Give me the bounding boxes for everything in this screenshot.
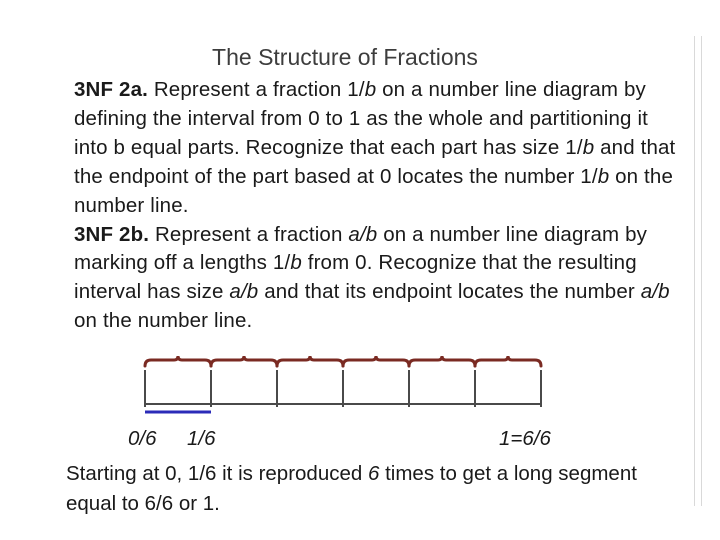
standard-a-text: on the number line.: [74, 164, 673, 217]
variable: a/b: [640, 280, 670, 304]
standard-b-label: 3NF 2b.: [74, 222, 150, 246]
standard-a-text: Represent a fraction 1/: [147, 78, 365, 101]
standard-b-text: and that its endpoint locates the number: [258, 280, 641, 304]
slide-title: The Structure of Fractions: [212, 44, 478, 70]
standard-b-text: on the number line.: [74, 309, 253, 333]
part-brace: [211, 356, 277, 366]
standard-b-text: from 0. Recognize that the resulting interval has size: [74, 251, 637, 304]
part-brace: [343, 356, 409, 366]
caption: [66, 459, 686, 518]
standard-a-label: 3NF 2a.: [74, 78, 148, 101]
standard-b-text: on a number line diagram by marking off a lengths 1/: [74, 222, 648, 275]
variable: a/b: [348, 222, 378, 246]
part-brace: [409, 356, 475, 366]
part-brace: [277, 356, 343, 366]
caption-emphasis: 6: [367, 462, 380, 485]
caption-text: Starting at 0, 1/6 it is reproduced: [66, 462, 368, 485]
variable: b: [290, 251, 302, 275]
variable: b: [582, 135, 595, 159]
standard-b-text: Represent a fraction: [149, 222, 349, 246]
variable: a/b: [229, 280, 259, 304]
caption-text: times to get a long segment equal to 6/6 or 1.: [66, 462, 637, 515]
part-brace: [145, 356, 211, 366]
part-brace: [475, 356, 541, 366]
label-one-sixth: 1/6: [187, 427, 216, 450]
slide-border-rule: [694, 36, 702, 506]
variable: b: [364, 78, 377, 101]
standard-a-text: on a number line diagram by defining the interval from 0 to 1 as the whole and partitioning it into b equal parts. Recognize that each part has size 1/: [74, 78, 648, 159]
standard-a-text: and that the endpoint of the part based at 0 locates the number 1/: [74, 135, 676, 188]
label-zero: 0/6: [128, 427, 157, 450]
label-whole: 1=6/6: [499, 427, 551, 450]
variable: b: [597, 164, 610, 188]
